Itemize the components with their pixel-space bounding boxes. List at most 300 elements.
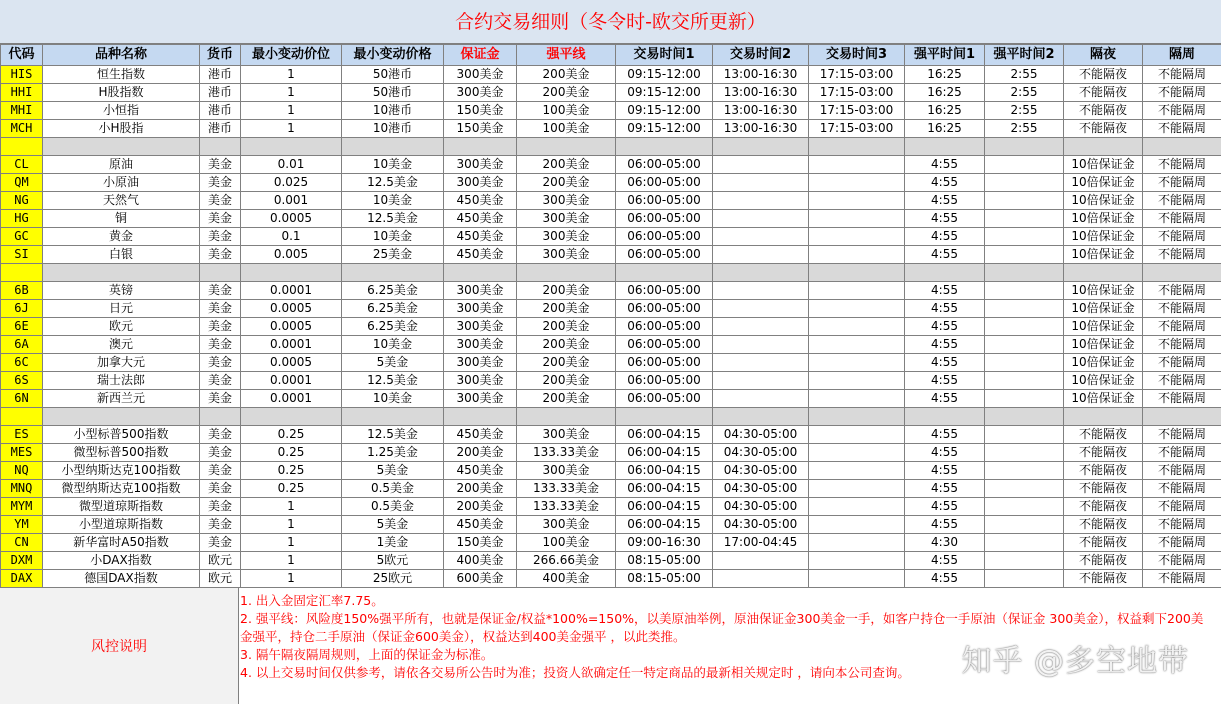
cell-overnight[interactable]: 不能隔夜	[1064, 534, 1143, 552]
cell-tick-size[interactable]: 1	[241, 552, 342, 570]
cell-trading-time-2[interactable]	[713, 246, 809, 264]
cell-overnight[interactable]: 不能隔夜	[1064, 462, 1143, 480]
header-liquidation-line[interactable]: 强平线	[517, 45, 616, 66]
cell-name[interactable]: 黄金	[43, 228, 200, 246]
cell-liquidation-line[interactable]: 100美金	[517, 534, 616, 552]
cell-liquidation-time-1[interactable]: 16:25	[905, 84, 985, 102]
cell-name[interactable]: 微型标普500指数	[43, 444, 200, 462]
cell-trading-time-3[interactable]	[809, 552, 905, 570]
cell-liquidation-line[interactable]: 200美金	[517, 66, 616, 84]
cell-tick-size[interactable]: 1	[241, 498, 342, 516]
separator-cell[interactable]	[1, 264, 43, 282]
cell-name[interactable]: 英镑	[43, 282, 200, 300]
separator-cell[interactable]	[905, 264, 985, 282]
cell-tick-size[interactable]: 0.0005	[241, 318, 342, 336]
cell-trading-time-1[interactable]: 06:00-05:00	[616, 192, 713, 210]
cell-trading-time-3[interactable]	[809, 516, 905, 534]
cell-code[interactable]: MNQ	[1, 480, 43, 498]
cell-tick-size[interactable]: 0.0001	[241, 282, 342, 300]
cell-liquidation-time-1[interactable]: 4:55	[905, 192, 985, 210]
cell-code[interactable]: 6C	[1, 354, 43, 372]
cell-code[interactable]: 6A	[1, 336, 43, 354]
cell-trading-time-2[interactable]: 04:30-05:00	[713, 426, 809, 444]
cell-margin[interactable]: 300美金	[444, 84, 517, 102]
separator-cell[interactable]	[616, 408, 713, 426]
cell-margin[interactable]: 300美金	[444, 336, 517, 354]
cell-code[interactable]: 6J	[1, 300, 43, 318]
cell-trading-time-1[interactable]: 06:00-05:00	[616, 174, 713, 192]
separator-cell[interactable]	[809, 138, 905, 156]
cell-tick-size[interactable]: 1	[241, 516, 342, 534]
separator-cell[interactable]	[1, 408, 43, 426]
cell-liquidation-line[interactable]: 300美金	[517, 426, 616, 444]
cell-over-week[interactable]: 不能隔周	[1143, 300, 1221, 318]
cell-trading-time-2[interactable]	[713, 390, 809, 408]
cell-code[interactable]: NG	[1, 192, 43, 210]
cell-currency[interactable]: 美金	[200, 516, 241, 534]
cell-trading-time-2[interactable]	[713, 570, 809, 588]
cell-trading-time-1[interactable]: 09:15-12:00	[616, 102, 713, 120]
cell-currency[interactable]: 美金	[200, 462, 241, 480]
cell-liquidation-line[interactable]: 200美金	[517, 174, 616, 192]
cell-code[interactable]: 6N	[1, 390, 43, 408]
cell-liquidation-line[interactable]: 300美金	[517, 192, 616, 210]
separator-cell[interactable]	[713, 138, 809, 156]
header-liquidation-time-2[interactable]: 强平时间2	[985, 45, 1064, 66]
cell-trading-time-2[interactable]	[713, 318, 809, 336]
cell-tick-value[interactable]: 0.5美金	[342, 498, 444, 516]
cell-margin[interactable]: 300美金	[444, 372, 517, 390]
cell-trading-time-2[interactable]	[713, 372, 809, 390]
cell-trading-time-2[interactable]: 17:00-04:45	[713, 534, 809, 552]
cell-trading-time-2[interactable]	[713, 300, 809, 318]
cell-over-week[interactable]: 不能隔周	[1143, 336, 1221, 354]
cell-trading-time-3[interactable]	[809, 570, 905, 588]
cell-tick-value[interactable]: 10美金	[342, 192, 444, 210]
cell-liquidation-line[interactable]: 300美金	[517, 462, 616, 480]
cell-liquidation-time-1[interactable]: 4:55	[905, 174, 985, 192]
cell-trading-time-1[interactable]: 08:15-05:00	[616, 552, 713, 570]
separator-cell[interactable]	[241, 264, 342, 282]
cell-code[interactable]: GC	[1, 228, 43, 246]
cell-tick-value[interactable]: 25欧元	[342, 570, 444, 588]
cell-margin[interactable]: 200美金	[444, 480, 517, 498]
separator-cell[interactable]	[1064, 408, 1143, 426]
header-currency[interactable]: 货币	[200, 45, 241, 66]
cell-margin[interactable]: 300美金	[444, 282, 517, 300]
cell-trading-time-1[interactable]: 06:00-05:00	[616, 210, 713, 228]
cell-liquidation-time-1[interactable]: 4:55	[905, 480, 985, 498]
header-trading-time-3[interactable]: 交易时间3	[809, 45, 905, 66]
cell-code[interactable]: MYM	[1, 498, 43, 516]
cell-tick-value[interactable]: 12.5美金	[342, 426, 444, 444]
header-margin[interactable]: 保证金	[444, 45, 517, 66]
cell-tick-value[interactable]: 12.5美金	[342, 174, 444, 192]
cell-trading-time-3[interactable]	[809, 372, 905, 390]
cell-tick-value[interactable]: 5美金	[342, 354, 444, 372]
cell-liquidation-time-1[interactable]: 4:55	[905, 426, 985, 444]
cell-liquidation-time-2[interactable]	[985, 516, 1064, 534]
cell-tick-value[interactable]: 10美金	[342, 156, 444, 174]
cell-trading-time-2[interactable]	[713, 228, 809, 246]
cell-liquidation-time-2[interactable]	[985, 354, 1064, 372]
separator-cell[interactable]	[342, 408, 444, 426]
cell-tick-size[interactable]: 1	[241, 534, 342, 552]
cell-margin[interactable]: 450美金	[444, 516, 517, 534]
cell-liquidation-time-2[interactable]	[985, 246, 1064, 264]
separator-cell[interactable]	[200, 138, 241, 156]
cell-over-week[interactable]: 不能隔周	[1143, 534, 1221, 552]
cell-tick-value[interactable]: 12.5美金	[342, 210, 444, 228]
cell-name[interactable]: 加拿大元	[43, 354, 200, 372]
cell-margin[interactable]: 400美金	[444, 552, 517, 570]
cell-overnight[interactable]: 10倍保证金	[1064, 318, 1143, 336]
cell-liquidation-time-1[interactable]: 16:25	[905, 102, 985, 120]
cell-over-week[interactable]: 不能隔周	[1143, 480, 1221, 498]
cell-liquidation-line[interactable]: 300美金	[517, 246, 616, 264]
separator-cell[interactable]	[809, 264, 905, 282]
cell-trading-time-3[interactable]: 17:15-03:00	[809, 66, 905, 84]
cell-trading-time-1[interactable]: 06:00-04:15	[616, 480, 713, 498]
cell-margin[interactable]: 450美金	[444, 246, 517, 264]
cell-liquidation-time-2[interactable]	[985, 534, 1064, 552]
header-trading-time-1[interactable]: 交易时间1	[616, 45, 713, 66]
cell-liquidation-line[interactable]: 200美金	[517, 300, 616, 318]
cell-liquidation-time-2[interactable]	[985, 498, 1064, 516]
separator-cell[interactable]	[1143, 264, 1221, 282]
cell-tick-size[interactable]: 0.0005	[241, 210, 342, 228]
separator-cell[interactable]	[517, 138, 616, 156]
cell-liquidation-time-1[interactable]: 4:55	[905, 444, 985, 462]
cell-tick-size[interactable]: 0.1	[241, 228, 342, 246]
cell-trading-time-3[interactable]	[809, 228, 905, 246]
cell-overnight[interactable]: 不能隔夜	[1064, 552, 1143, 570]
separator-cell[interactable]	[985, 138, 1064, 156]
cell-trading-time-3[interactable]	[809, 480, 905, 498]
cell-liquidation-time-1[interactable]: 4:55	[905, 282, 985, 300]
cell-tick-size[interactable]: 0.25	[241, 426, 342, 444]
cell-liquidation-time-2[interactable]	[985, 318, 1064, 336]
cell-liquidation-time-1[interactable]: 4:55	[905, 372, 985, 390]
cell-trading-time-3[interactable]	[809, 462, 905, 480]
cell-liquidation-line[interactable]: 133.33美金	[517, 498, 616, 516]
cell-code[interactable]: 6S	[1, 372, 43, 390]
cell-trading-time-3[interactable]	[809, 192, 905, 210]
cell-trading-time-3[interactable]	[809, 426, 905, 444]
separator-cell[interactable]	[1143, 138, 1221, 156]
cell-trading-time-1[interactable]: 06:00-05:00	[616, 336, 713, 354]
cell-currency[interactable]: 美金	[200, 246, 241, 264]
cell-liquidation-time-1[interactable]: 16:25	[905, 66, 985, 84]
cell-tick-value[interactable]: 10港币	[342, 120, 444, 138]
cell-currency[interactable]: 美金	[200, 210, 241, 228]
cell-liquidation-line[interactable]: 200美金	[517, 336, 616, 354]
header-liquidation-time-1[interactable]: 强平时间1	[905, 45, 985, 66]
cell-over-week[interactable]: 不能隔周	[1143, 156, 1221, 174]
cell-trading-time-1[interactable]: 06:00-05:00	[616, 318, 713, 336]
cell-trading-time-1[interactable]: 06:00-04:15	[616, 516, 713, 534]
cell-name[interactable]: 欧元	[43, 318, 200, 336]
cell-over-week[interactable]: 不能隔周	[1143, 426, 1221, 444]
cell-code[interactable]: HIS	[1, 66, 43, 84]
cell-trading-time-2[interactable]	[713, 282, 809, 300]
cell-margin[interactable]: 150美金	[444, 102, 517, 120]
cell-over-week[interactable]: 不能隔周	[1143, 210, 1221, 228]
cell-trading-time-2[interactable]: 04:30-05:00	[713, 516, 809, 534]
cell-name[interactable]: 小型道琼斯指数	[43, 516, 200, 534]
cell-currency[interactable]: 欧元	[200, 552, 241, 570]
cell-currency[interactable]: 港币	[200, 120, 241, 138]
cell-trading-time-1[interactable]: 06:00-05:00	[616, 282, 713, 300]
cell-liquidation-time-2[interactable]: 2:55	[985, 84, 1064, 102]
cell-trading-time-1[interactable]: 06:00-05:00	[616, 372, 713, 390]
cell-code[interactable]: QM	[1, 174, 43, 192]
cell-liquidation-line[interactable]: 100美金	[517, 102, 616, 120]
cell-over-week[interactable]: 不能隔周	[1143, 84, 1221, 102]
cell-overnight[interactable]: 不能隔夜	[1064, 120, 1143, 138]
cell-currency[interactable]: 美金	[200, 174, 241, 192]
cell-currency[interactable]: 美金	[200, 390, 241, 408]
cell-tick-size[interactable]: 1	[241, 84, 342, 102]
cell-code[interactable]: NQ	[1, 462, 43, 480]
cell-tick-value[interactable]: 12.5美金	[342, 372, 444, 390]
cell-overnight[interactable]: 不能隔夜	[1064, 84, 1143, 102]
separator-cell[interactable]	[444, 408, 517, 426]
cell-over-week[interactable]: 不能隔周	[1143, 354, 1221, 372]
header-tick-value[interactable]: 最小变动价格	[342, 45, 444, 66]
cell-name[interactable]: 小H股指	[43, 120, 200, 138]
cell-liquidation-time-2[interactable]	[985, 372, 1064, 390]
cell-over-week[interactable]: 不能隔周	[1143, 462, 1221, 480]
separator-cell[interactable]	[1, 138, 43, 156]
cell-name[interactable]: 新西兰元	[43, 390, 200, 408]
separator-cell[interactable]	[241, 408, 342, 426]
cell-currency[interactable]: 美金	[200, 444, 241, 462]
cell-liquidation-time-1[interactable]: 4:30	[905, 534, 985, 552]
cell-currency[interactable]: 欧元	[200, 570, 241, 588]
cell-trading-time-3[interactable]	[809, 354, 905, 372]
separator-cell[interactable]	[43, 138, 200, 156]
cell-over-week[interactable]: 不能隔周	[1143, 192, 1221, 210]
cell-over-week[interactable]: 不能隔周	[1143, 498, 1221, 516]
cell-trading-time-1[interactable]: 06:00-05:00	[616, 390, 713, 408]
separator-cell[interactable]	[1064, 138, 1143, 156]
cell-code[interactable]: CL	[1, 156, 43, 174]
cell-liquidation-time-2[interactable]: 2:55	[985, 66, 1064, 84]
cell-name[interactable]: 小DAX指数	[43, 552, 200, 570]
cell-over-week[interactable]: 不能隔周	[1143, 282, 1221, 300]
cell-code[interactable]: SI	[1, 246, 43, 264]
cell-name[interactable]: 瑞士法郎	[43, 372, 200, 390]
cell-over-week[interactable]: 不能隔周	[1143, 66, 1221, 84]
separator-cell[interactable]	[809, 408, 905, 426]
cell-trading-time-2[interactable]	[713, 552, 809, 570]
cell-liquidation-time-1[interactable]: 4:55	[905, 462, 985, 480]
separator-cell[interactable]	[985, 408, 1064, 426]
cell-margin[interactable]: 300美金	[444, 300, 517, 318]
cell-tick-size[interactable]: 0.0001	[241, 390, 342, 408]
cell-name[interactable]: H股指数	[43, 84, 200, 102]
cell-liquidation-time-2[interactable]	[985, 552, 1064, 570]
cell-liquidation-time-1[interactable]: 4:55	[905, 570, 985, 588]
cell-trading-time-3[interactable]: 17:15-03:00	[809, 102, 905, 120]
cell-liquidation-line[interactable]: 200美金	[517, 354, 616, 372]
cell-liquidation-line[interactable]: 400美金	[517, 570, 616, 588]
cell-overnight[interactable]: 不能隔夜	[1064, 102, 1143, 120]
cell-name[interactable]: 小型标普500指数	[43, 426, 200, 444]
cell-over-week[interactable]: 不能隔周	[1143, 318, 1221, 336]
cell-margin[interactable]: 200美金	[444, 444, 517, 462]
cell-liquidation-time-2[interactable]	[985, 390, 1064, 408]
cell-code[interactable]: YM	[1, 516, 43, 534]
cell-code[interactable]: MCH	[1, 120, 43, 138]
cell-trading-time-1[interactable]: 06:00-04:15	[616, 462, 713, 480]
notes-label[interactable]: 风控说明	[0, 588, 239, 704]
cell-overnight[interactable]: 10倍保证金	[1064, 228, 1143, 246]
cell-tick-value[interactable]: 25美金	[342, 246, 444, 264]
cell-over-week[interactable]: 不能隔周	[1143, 372, 1221, 390]
cell-currency[interactable]: 美金	[200, 282, 241, 300]
cell-liquidation-line[interactable]: 200美金	[517, 282, 616, 300]
cell-name[interactable]: 小恒指	[43, 102, 200, 120]
cell-overnight[interactable]: 10倍保证金	[1064, 372, 1143, 390]
cell-margin[interactable]: 450美金	[444, 210, 517, 228]
cell-trading-time-3[interactable]	[809, 498, 905, 516]
cell-overnight[interactable]: 10倍保证金	[1064, 174, 1143, 192]
cell-currency[interactable]: 美金	[200, 228, 241, 246]
cell-code[interactable]: CN	[1, 534, 43, 552]
cell-overnight[interactable]: 10倍保证金	[1064, 390, 1143, 408]
cell-trading-time-1[interactable]: 08:15-05:00	[616, 570, 713, 588]
cell-over-week[interactable]: 不能隔周	[1143, 516, 1221, 534]
cell-currency[interactable]: 美金	[200, 318, 241, 336]
cell-code[interactable]: HHI	[1, 84, 43, 102]
cell-tick-value[interactable]: 10港币	[342, 102, 444, 120]
cell-liquidation-time-2[interactable]	[985, 300, 1064, 318]
separator-cell[interactable]	[905, 138, 985, 156]
cell-trading-time-3[interactable]	[809, 210, 905, 228]
cell-overnight[interactable]: 不能隔夜	[1064, 66, 1143, 84]
cell-tick-size[interactable]: 0.01	[241, 156, 342, 174]
cell-trading-time-1[interactable]: 06:00-05:00	[616, 156, 713, 174]
cell-currency[interactable]: 美金	[200, 354, 241, 372]
cell-code[interactable]: 6E	[1, 318, 43, 336]
cell-tick-size[interactable]: 0.005	[241, 246, 342, 264]
cell-trading-time-1[interactable]: 09:15-12:00	[616, 84, 713, 102]
separator-cell[interactable]	[905, 408, 985, 426]
cell-margin[interactable]: 300美金	[444, 318, 517, 336]
cell-trading-time-1[interactable]: 09:15-12:00	[616, 120, 713, 138]
cell-tick-value[interactable]: 10美金	[342, 228, 444, 246]
cell-liquidation-time-1[interactable]: 4:55	[905, 552, 985, 570]
cell-trading-time-1[interactable]: 06:00-04:15	[616, 444, 713, 462]
separator-cell[interactable]	[616, 138, 713, 156]
cell-trading-time-1[interactable]: 06:00-05:00	[616, 300, 713, 318]
header-tick-size[interactable]: 最小变动价位	[241, 45, 342, 66]
cell-trading-time-1[interactable]: 06:00-04:15	[616, 426, 713, 444]
cell-liquidation-time-2[interactable]	[985, 462, 1064, 480]
cell-liquidation-time-1[interactable]: 4:55	[905, 498, 985, 516]
separator-cell[interactable]	[342, 264, 444, 282]
cell-trading-time-1[interactable]: 06:00-05:00	[616, 246, 713, 264]
cell-currency[interactable]: 港币	[200, 84, 241, 102]
cell-trading-time-2[interactable]: 04:30-05:00	[713, 462, 809, 480]
cell-overnight[interactable]: 不能隔夜	[1064, 444, 1143, 462]
cell-tick-size[interactable]: 0.25	[241, 462, 342, 480]
cell-margin[interactable]: 200美金	[444, 498, 517, 516]
cell-trading-time-3[interactable]	[809, 300, 905, 318]
cell-margin[interactable]: 450美金	[444, 462, 517, 480]
cell-over-week[interactable]: 不能隔周	[1143, 102, 1221, 120]
cell-tick-size[interactable]: 1	[241, 102, 342, 120]
cell-tick-size[interactable]: 0.25	[241, 444, 342, 462]
cell-margin[interactable]: 300美金	[444, 354, 517, 372]
cell-trading-time-2[interactable]: 13:00-16:30	[713, 120, 809, 138]
cell-margin[interactable]: 450美金	[444, 192, 517, 210]
separator-cell[interactable]	[241, 138, 342, 156]
cell-liquidation-time-2[interactable]	[985, 570, 1064, 588]
cell-liquidation-time-1[interactable]: 4:55	[905, 516, 985, 534]
cell-liquidation-time-2[interactable]	[985, 156, 1064, 174]
cell-name[interactable]: 微型道琼斯指数	[43, 498, 200, 516]
cell-tick-value[interactable]: 5美金	[342, 462, 444, 480]
cell-trading-time-3[interactable]	[809, 174, 905, 192]
cell-tick-size[interactable]: 0.0001	[241, 372, 342, 390]
cell-liquidation-time-2[interactable]	[985, 210, 1064, 228]
cell-trading-time-2[interactable]: 13:00-16:30	[713, 84, 809, 102]
cell-liquidation-time-2[interactable]	[985, 192, 1064, 210]
cell-liquidation-line[interactable]: 300美金	[517, 516, 616, 534]
cell-liquidation-time-2[interactable]	[985, 480, 1064, 498]
cell-trading-time-2[interactable]	[713, 156, 809, 174]
cell-liquidation-line[interactable]: 200美金	[517, 318, 616, 336]
separator-cell[interactable]	[444, 138, 517, 156]
cell-overnight[interactable]: 不能隔夜	[1064, 480, 1143, 498]
cell-liquidation-time-2[interactable]	[985, 174, 1064, 192]
cell-margin[interactable]: 600美金	[444, 570, 517, 588]
cell-currency[interactable]: 美金	[200, 156, 241, 174]
cell-trading-time-3[interactable]	[809, 156, 905, 174]
separator-cell[interactable]	[444, 264, 517, 282]
cell-trading-time-2[interactable]	[713, 174, 809, 192]
cell-liquidation-time-2[interactable]	[985, 282, 1064, 300]
cell-trading-time-2[interactable]: 04:30-05:00	[713, 480, 809, 498]
cell-overnight[interactable]: 10倍保证金	[1064, 192, 1143, 210]
cell-trading-time-2[interactable]	[713, 354, 809, 372]
cell-liquidation-line[interactable]: 200美金	[517, 390, 616, 408]
cell-trading-time-3[interactable]	[809, 282, 905, 300]
cell-currency[interactable]: 美金	[200, 498, 241, 516]
cell-liquidation-line[interactable]: 200美金	[517, 84, 616, 102]
cell-currency[interactable]: 美金	[200, 480, 241, 498]
cell-tick-value[interactable]: 10美金	[342, 390, 444, 408]
cell-tick-value[interactable]: 1美金	[342, 534, 444, 552]
cell-tick-value[interactable]: 6.25美金	[342, 300, 444, 318]
cell-trading-time-2[interactable]: 04:30-05:00	[713, 498, 809, 516]
cell-trading-time-1[interactable]: 06:00-05:00	[616, 228, 713, 246]
cell-over-week[interactable]: 不能隔周	[1143, 444, 1221, 462]
cell-margin[interactable]: 300美金	[444, 174, 517, 192]
cell-margin[interactable]: 300美金	[444, 66, 517, 84]
cell-overnight[interactable]: 不能隔夜	[1064, 516, 1143, 534]
cell-name[interactable]: 日元	[43, 300, 200, 318]
cell-liquidation-time-1[interactable]: 4:55	[905, 156, 985, 174]
cell-overnight[interactable]: 不能隔夜	[1064, 498, 1143, 516]
cell-liquidation-time-1[interactable]: 4:55	[905, 228, 985, 246]
cell-name[interactable]: 天然气	[43, 192, 200, 210]
cell-overnight[interactable]: 不能隔夜	[1064, 426, 1143, 444]
cell-trading-time-3[interactable]	[809, 444, 905, 462]
